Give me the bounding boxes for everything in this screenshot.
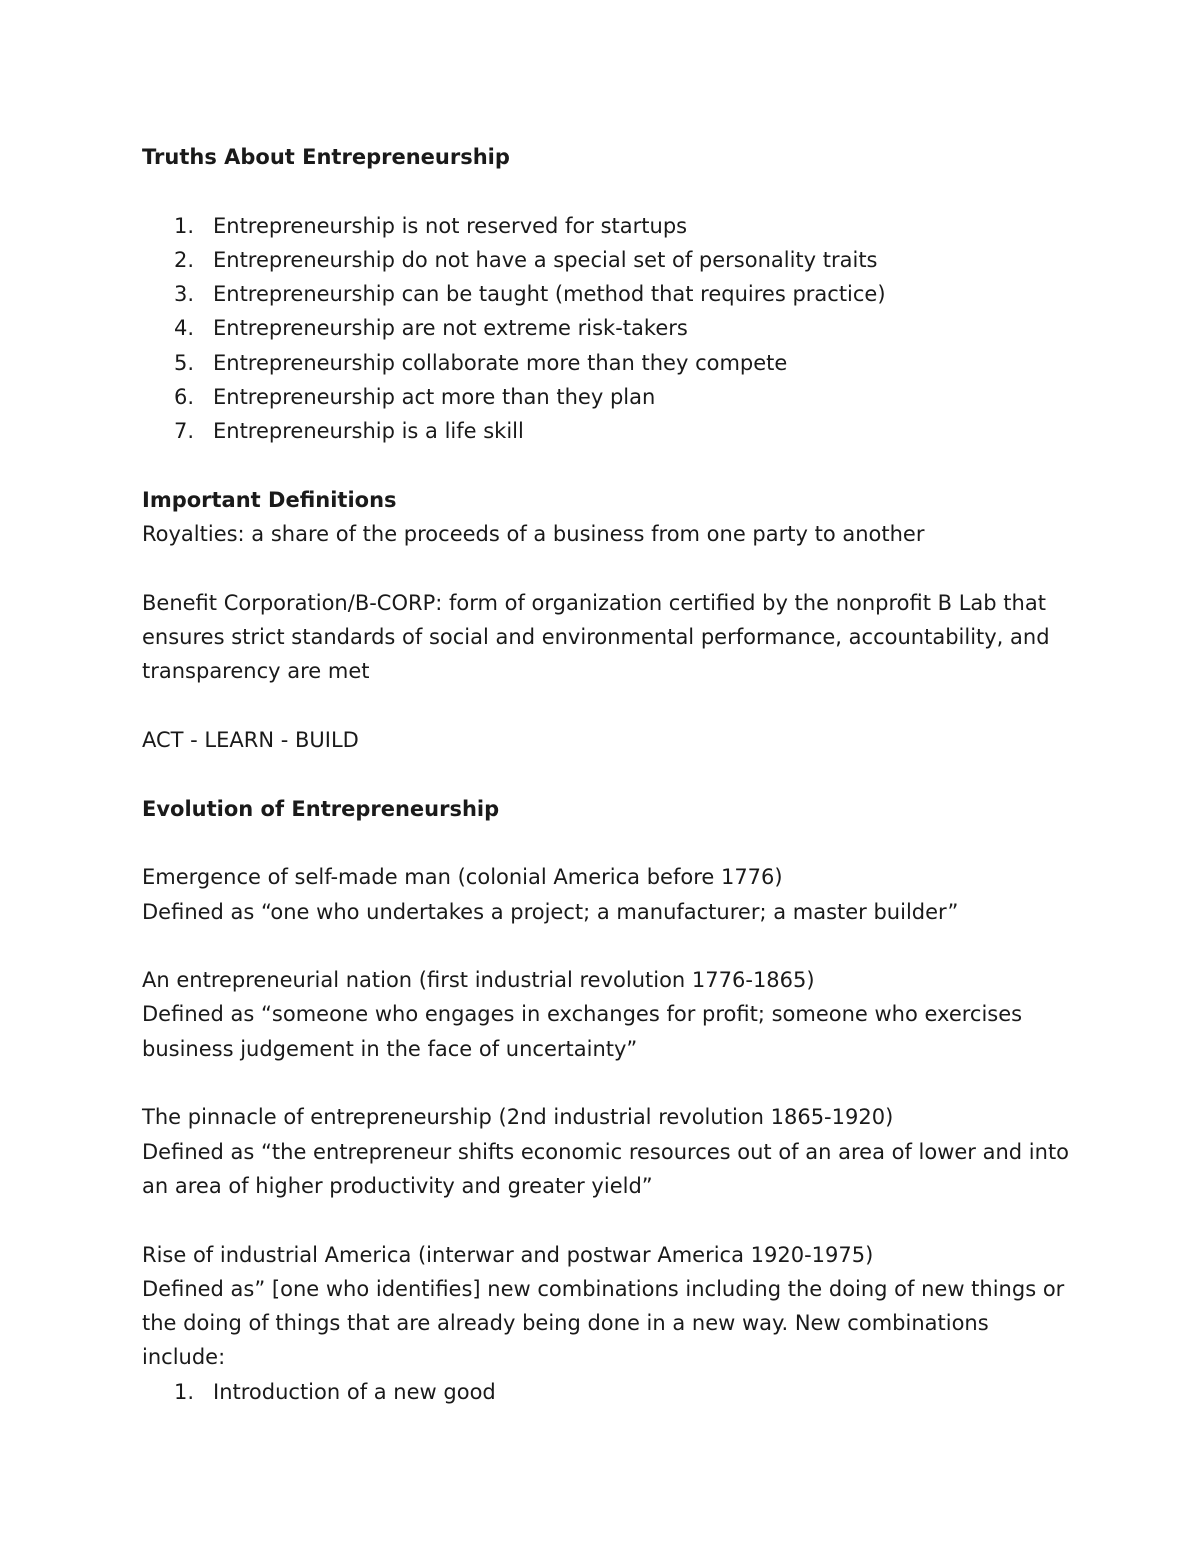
era-definition: Defined as “one who undertakes a project; a manufacturer; a master builder” [142,899,959,924]
spacer [142,552,1072,586]
list-item-text: Entrepreneurship are not extreme risk-takers [213,316,688,341]
list-item [142,311,1072,345]
spacer [142,449,1072,483]
list-item [142,414,1072,448]
spacer [142,826,1072,860]
motto-text: ACT - LEARN - BUILD [142,728,359,753]
spacer [142,1203,1072,1237]
list-item-text: Entrepreneurship do not have a special set of personality traits [213,247,878,272]
truths-heading: Truths About Entrepreneurship [142,145,510,169]
list-item [142,346,1072,380]
list-item [142,277,1072,311]
spacer [142,1066,1072,1100]
truths-list [142,209,1072,449]
list-number: 4. [174,316,195,341]
list-number: 2. [174,247,195,272]
royalties-definition: Royalties: a share of the proceeds of a business from one party to another [142,522,925,547]
definitions-heading: Important Definitions [142,487,397,512]
era-title: The pinnacle of entrepreneurship (2nd industrial revolution 1865-1920) [142,1105,894,1130]
list-number: 3. [174,282,195,307]
list-item [142,243,1072,277]
era-definition: Defined as” [one who identifies] new combinations including the doing of new things or the doing of things that are already being done in a new way. New combinations include: [142,1276,1065,1370]
era-definition: Defined as “someone who engages in exchanges for profit; someone who exercises business judgement in the face of uncertainty” [142,1002,1023,1061]
document-page [142,140,1072,1409]
era-title: An entrepreneurial nation (first industrial revolution 1776-1865) [142,968,815,993]
list-number: 7. [174,419,195,444]
list-item-text: Entrepreneurship is not reserved for startups [213,213,688,238]
list-item-text: Entrepreneurship is a life skill [213,419,524,444]
evolution-heading: Evolution of Entrepreneurship [142,796,500,821]
spacer [142,174,1072,208]
spacer [142,757,1072,791]
era-definition: Defined as “the entrepreneur shifts economic resources out of an area of lower and into an area of higher productivity and greater yield” [142,1139,1070,1198]
list-item-text: Entrepreneurship act more than they plan [213,385,656,410]
list-item-text: Entrepreneurship collaborate more than they compete [213,350,788,375]
era-title: Rise of industrial America (interwar and postwar America 1920-1975) [142,1242,874,1267]
list-number: 1. [174,1379,195,1404]
era-title: Emergence of self-made man (colonial America before 1776) [142,865,783,890]
list-number: 1. [174,213,195,238]
list-item-text: Entrepreneurship can be taught (method that requires practice) [213,282,886,307]
list-item [142,209,1072,243]
spacer [142,689,1072,723]
list-item [142,380,1072,414]
list-number: 5. [174,350,195,375]
list-item-text: Introduction of a new good [213,1379,496,1404]
list-number: 6. [174,385,195,410]
bcorp-definition: Benefit Corporation/B-CORP: form of organization certified by the nonprofit B Lab that ensures strict standards of social and environmental performance, accountability, and transparency are met [142,590,1050,684]
combinations-list [142,1375,1072,1409]
list-item [142,1375,1072,1409]
spacer [142,929,1072,963]
